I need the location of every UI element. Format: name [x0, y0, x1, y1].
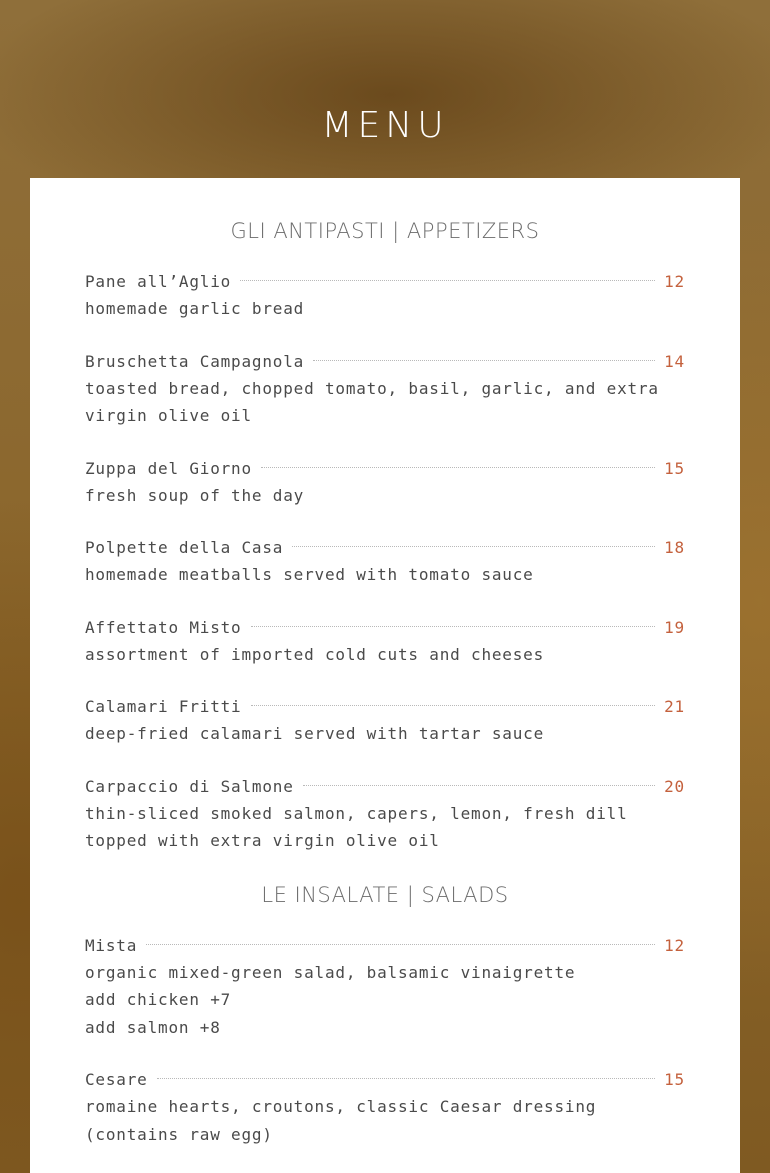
section-title: LE INSALATE | SALADS — [261, 882, 509, 907]
item-description: homemade meatballs served with tomato sauce — [85, 565, 534, 584]
item-name: Mista — [85, 935, 138, 955]
dotted-leader — [240, 280, 655, 281]
menu-item — [85, 455, 685, 510]
menu-item — [85, 773, 685, 855]
menu-item — [85, 693, 685, 748]
menu-item — [85, 932, 685, 1042]
dotted-leader — [292, 546, 655, 547]
menu-item — [85, 268, 685, 323]
item-description: homemade garlic bread — [85, 299, 305, 318]
item-price: 15 — [664, 1070, 685, 1089]
item-name: Calamari Fritti — [85, 697, 242, 716]
item-name: Polpette della Casa — [85, 538, 284, 557]
menu-item — [85, 614, 685, 669]
item-price: 19 — [664, 617, 685, 637]
section-salads — [85, 880, 685, 1149]
dotted-leader — [313, 360, 655, 361]
menu-item — [85, 534, 685, 589]
dotted-leader — [303, 785, 655, 786]
item-description: thin-sliced smoked salmon, capers, lemon, fresh dill topped with extra virgin olive oil — [85, 803, 628, 850]
item-description: romaine hearts, croutons, classic Caesar dressing (contains raw egg) — [85, 1097, 597, 1144]
dotted-leader — [251, 626, 656, 627]
menu-panel — [30, 178, 740, 1173]
item-price: 12 — [664, 272, 685, 291]
item-description: assortment of imported cold cuts and cheeses — [85, 644, 545, 664]
dotted-leader — [251, 705, 656, 706]
page-title: MENU — [321, 105, 449, 146]
item-price: 15 — [664, 458, 685, 478]
item-price: 14 — [664, 351, 685, 371]
dotted-leader — [261, 467, 655, 468]
item-description: fresh soup of the day — [85, 485, 305, 505]
section-title: GLI ANTIPASTI | APPETIZERS — [230, 219, 540, 243]
item-name: Affettato Misto — [85, 617, 242, 637]
section-appetizers — [85, 216, 685, 855]
item-name: Pane all’Aglio — [85, 272, 232, 291]
item-name: Zuppa del Giorno — [85, 458, 252, 478]
item-price: 21 — [664, 697, 685, 716]
menu-item — [85, 348, 685, 430]
item-addon: add chicken +7 — [85, 990, 232, 1009]
item-price: 18 — [664, 538, 685, 557]
item-description: deep-fried calamari served with tartar sauce — [85, 724, 545, 743]
item-addon: add salmon +8 — [85, 1017, 221, 1037]
hero-banner — [0, 0, 770, 178]
item-description: toasted bread, chopped tomato, basil, garlic, and extra virgin olive oil — [85, 378, 659, 425]
item-price: 12 — [664, 935, 685, 955]
dotted-leader — [157, 1078, 656, 1079]
item-price: 20 — [664, 776, 685, 796]
dotted-leader — [146, 944, 655, 945]
item-name: Bruschetta Campagnola — [85, 351, 305, 371]
menu-item — [85, 1066, 685, 1148]
item-name: Cesare — [85, 1070, 148, 1089]
item-description: organic mixed-green salad, balsamic vinaigrette — [85, 962, 576, 982]
item-name: Carpaccio di Salmone — [85, 776, 294, 796]
